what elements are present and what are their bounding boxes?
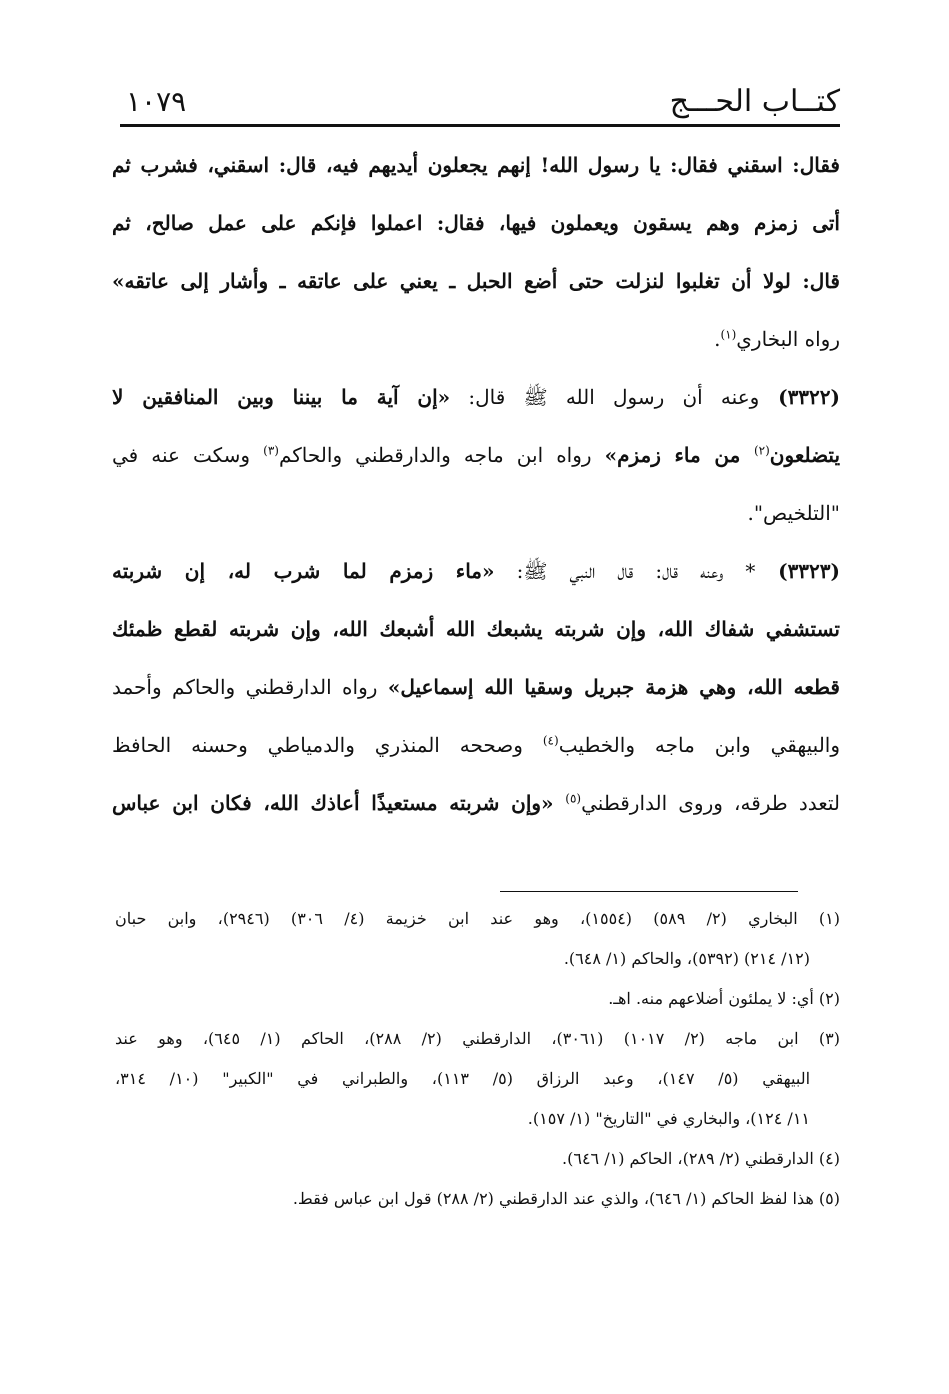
footnote-separator: [500, 891, 798, 892]
text-line: [112, 325, 840, 383]
text-segment: «وإن شربته مستعيذًا أعاذك الله، فكان ابن عباس: [112, 791, 566, 815]
hadith-3323-line: [112, 557, 840, 615]
footnote-3-continued: ١١/ ١٢٤)، والبخاري في "التاريخ" (١/ ١٥٧).: [527, 1109, 810, 1128]
footnote-4: (٤) الدارقطني (٢/ ٢٨٩)، الحاكم (١/ ٦٤٦).: [562, 1149, 840, 1168]
text-segment: (٣٣٢٢): [759, 385, 840, 409]
text-segment: .: [714, 327, 721, 351]
text-line: [112, 441, 840, 499]
text-segment: وصححه المنذري والدمياطي وحسنه الحافظ: [112, 733, 543, 757]
hadith-3322-line: [112, 383, 840, 441]
text-segment: (٣٣٢٣): [755, 559, 840, 583]
text-segment: رواه الدارقطني والحاكم وأحمد: [112, 675, 388, 699]
text-segment: لتعدد طرقه، وروى الدارقطني: [581, 791, 841, 815]
text-segment: قطعه الله، وهي هزمة جبريل وسقيا الله إسماعيل»: [387, 675, 840, 699]
text-segment: قال: لولا أن تغلبوا لنزلت حتى أضع الحبل ـ يعني على عاتقه ـ وأشار إلى عاتقه»: [112, 269, 840, 293]
text-segment: وسكت عنه في: [112, 443, 264, 467]
text-line: [112, 267, 840, 325]
footnotes: [115, 908, 840, 1228]
footnote-3-continued: البيهقي (٥/ ١٤٧)، وعبد الرزاق (٥/ ١١٣)، والطبراني في "الكبير" (١٠/ ٣١٤،: [115, 1069, 811, 1088]
text-line: [112, 789, 840, 847]
page-header: [120, 82, 840, 122]
footnote-1: (١) البخاري (٢/ ٥٨٩) (١٥٥٤)، وهو عند ابن خزيمة (٤/ ٣٠٦) (٢٩٤٦)، وابن حبان: [115, 909, 841, 928]
text-segment: يتضلعون: [769, 443, 841, 467]
footnote-5: (٥) هذا لفظ الحاكم (١/ ٦٤٦)، والذي عند الدارقطني (٢/ ٢٨٨) قول ابن عباس فقط.: [292, 1189, 840, 1208]
text-line: [112, 151, 840, 209]
text-segment: تستشفي شفاك الله، وإن شربته يشبعك الله أشبعك الله، وإن شربته لقطع ظمئك: [112, 617, 840, 641]
footnote-marker: (٥): [565, 791, 582, 806]
footnote-2: (٢) أي: لا يملئون أضلاعهم منه. اهـ.: [608, 989, 840, 1008]
header-rule: [120, 124, 840, 127]
text-segment: «ماء زمزم لما شرب له، إن شربته: [112, 559, 495, 583]
footnote-1-continued: (١٢/ ٢١٤) (٥٣٩٢)، والحاكم (١/ ٦٤٨).: [563, 949, 810, 968]
text-segment: "التلخيص".: [747, 501, 840, 525]
footnote-marker: (٢): [753, 443, 770, 458]
text-segment: «إن آية ما بيننا وبين المنافقين لا: [112, 385, 451, 409]
text-line: [112, 209, 840, 267]
footnote-3: (٣) ابن ماجه (٢/ ١٠١٧) (٣٠٦١)، الدارقطني (٢/ ٢٨٨)، الحاكم (١/ ٦٤٥)، وهو عند: [115, 1029, 840, 1048]
book-title: كتــاب الحـــج: [669, 84, 840, 119]
text-line: [112, 499, 840, 557]
text-segment: أتى زمزم وهم يسقون ويعملون فيها، فقال: اعملوا فإنكم على عمل صالح، ثم: [112, 211, 840, 235]
text-segment: رواه ابن ماجه والدارقطني والحاكم: [278, 443, 605, 467]
main-text: [112, 151, 840, 847]
page-number: ١٠٧٩: [126, 85, 187, 118]
text-line: [112, 615, 840, 673]
text-line: [112, 673, 840, 731]
text-segment: رواه البخاري: [736, 327, 840, 351]
footnote-marker: (٣): [263, 443, 279, 458]
footnote-marker: (١): [720, 327, 737, 342]
text-segment: * وعنه قال: قال النبي ﷺ:: [494, 559, 756, 583]
text-segment: فقال: اسقني فقال: يا رسول الله! إنهم يجعلون أيديهم فيه، قال: اسقني، فشرب ثم: [112, 153, 840, 177]
text-segment: وعنه أن رسول الله ﷺ قال:: [450, 385, 760, 409]
text-segment: والبيهقي وابن ماجه والخطيب: [558, 733, 840, 757]
footnote-marker: (٤): [542, 733, 559, 748]
text-line: [112, 731, 840, 789]
text-segment: من ماء زمزم»: [604, 443, 754, 467]
